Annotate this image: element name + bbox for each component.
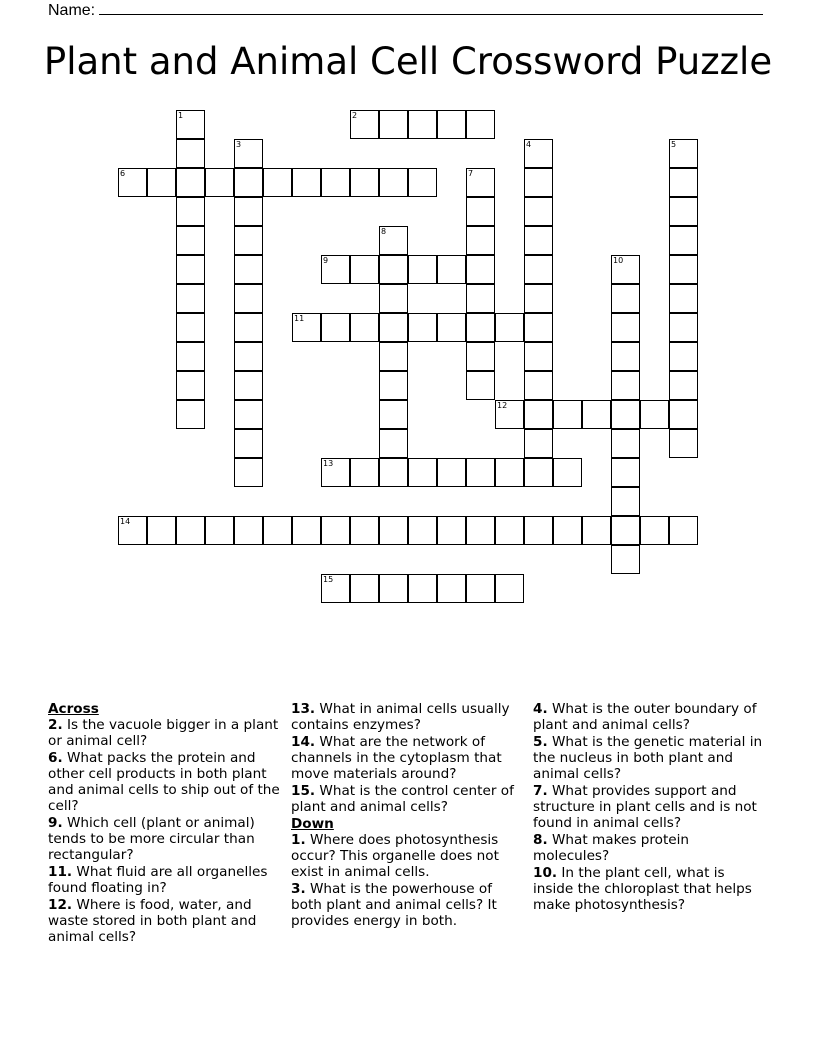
clue-number: 7 xyxy=(468,169,474,178)
grid-cell[interactable] xyxy=(669,429,698,458)
grid-cell[interactable] xyxy=(263,168,292,197)
grid-cell[interactable] xyxy=(379,574,408,603)
grid-cell[interactable] xyxy=(611,284,640,313)
grid-cell[interactable] xyxy=(234,226,263,255)
grid-cell[interactable] xyxy=(350,255,379,284)
grid-cell[interactable] xyxy=(176,255,205,284)
grid-cell[interactable] xyxy=(321,313,350,342)
grid-cell[interactable] xyxy=(669,139,698,168)
grid-cell[interactable] xyxy=(524,284,553,313)
grid-cell[interactable] xyxy=(350,110,379,139)
clue-down-3: 3. What is the powerhouse of both plant and animal cells? It provides energy in both. xyxy=(291,881,497,929)
clue-across-11: 11. What fluid are all organelles found floating in? xyxy=(48,864,268,896)
grid-cell[interactable] xyxy=(553,400,582,429)
clue-number: 4 xyxy=(526,140,532,149)
clue-number: 6 xyxy=(120,169,126,178)
grid-cell[interactable] xyxy=(611,255,640,284)
grid-cell[interactable] xyxy=(669,400,698,429)
grid-cell[interactable] xyxy=(582,400,611,429)
clue-down-5: 5. What is the genetic material in the nucleus in both plant and animal cells? xyxy=(533,734,763,782)
grid-cell[interactable] xyxy=(118,516,147,545)
grid-cell[interactable] xyxy=(379,284,408,313)
grid-cell[interactable] xyxy=(669,313,698,342)
grid-cell[interactable] xyxy=(466,574,495,603)
grid-cell[interactable] xyxy=(350,168,379,197)
grid-cell[interactable] xyxy=(147,168,176,197)
clue-number: 12 xyxy=(497,401,508,410)
grid-cell[interactable] xyxy=(524,313,553,342)
grid-cell[interactable] xyxy=(321,574,350,603)
grid-cell[interactable] xyxy=(176,400,205,429)
clue-number: 3 xyxy=(236,140,242,149)
clue-number: 9 xyxy=(323,256,329,265)
grid-cell[interactable] xyxy=(524,168,553,197)
down-heading: Down xyxy=(291,816,334,832)
grid-cell[interactable] xyxy=(437,255,466,284)
clues-column-2 xyxy=(291,701,523,930)
grid-cell[interactable] xyxy=(234,255,263,284)
grid-cell[interactable] xyxy=(234,168,263,197)
grid-cell[interactable] xyxy=(321,516,350,545)
grid-cell[interactable] xyxy=(611,487,640,516)
grid-cell[interactable] xyxy=(611,458,640,487)
grid-cell[interactable] xyxy=(466,371,495,400)
grid-cell[interactable] xyxy=(437,110,466,139)
grid-cell[interactable] xyxy=(611,371,640,400)
grid-cell[interactable] xyxy=(234,516,263,545)
grid-cell[interactable] xyxy=(408,168,437,197)
clue-across-13: 13. What in animal cells usually contains enzymes? xyxy=(291,701,510,733)
grid-cell[interactable] xyxy=(495,516,524,545)
grid-cell[interactable] xyxy=(640,400,669,429)
grid-cell[interactable] xyxy=(379,516,408,545)
clue-across-12: 12. Where is food, water, and waste stored in both plant and animal cells? xyxy=(48,897,257,945)
grid-cell[interactable] xyxy=(466,342,495,371)
grid-cell[interactable] xyxy=(379,429,408,458)
clue-down-1: 1. Where does photosynthesis occur? This organelle does not exist in animal cells. xyxy=(291,832,499,880)
clue-across-9: 9. Which cell (plant or animal) tends to be more circular than rectangular? xyxy=(48,815,255,863)
clue-number: 11 xyxy=(294,314,305,323)
grid-cell[interactable] xyxy=(234,371,263,400)
clue-number: 10 xyxy=(613,256,624,265)
grid-cell[interactable] xyxy=(466,110,495,139)
grid-cell[interactable] xyxy=(437,516,466,545)
clue-number: 15 xyxy=(323,575,334,584)
grid-cell[interactable] xyxy=(234,139,263,168)
grid-cell[interactable] xyxy=(524,197,553,226)
grid-cell[interactable] xyxy=(669,342,698,371)
grid-cell[interactable] xyxy=(234,313,263,342)
grid-cell[interactable] xyxy=(292,313,321,342)
grid-cell[interactable] xyxy=(408,313,437,342)
grid-cell[interactable] xyxy=(350,516,379,545)
grid-cell[interactable] xyxy=(408,458,437,487)
grid-cell[interactable] xyxy=(669,226,698,255)
grid-cell[interactable] xyxy=(234,342,263,371)
grid-cell[interactable] xyxy=(350,313,379,342)
grid-cell[interactable] xyxy=(176,284,205,313)
grid-cell[interactable] xyxy=(176,516,205,545)
grid-cell[interactable] xyxy=(234,197,263,226)
clue-number: 8 xyxy=(381,227,387,236)
grid-cell[interactable] xyxy=(234,458,263,487)
grid-cell[interactable] xyxy=(379,371,408,400)
grid-cell[interactable] xyxy=(292,516,321,545)
grid-cell[interactable] xyxy=(582,516,611,545)
clue-number: 2 xyxy=(352,111,358,120)
grid-cell[interactable] xyxy=(292,168,321,197)
grid-cell[interactable] xyxy=(234,284,263,313)
clue-across-2: 2. Is the vacuole bigger in a plant or animal cell? xyxy=(48,717,279,749)
grid-cell[interactable] xyxy=(466,197,495,226)
name-label: Name: xyxy=(48,2,96,19)
grid-cell[interactable] xyxy=(466,313,495,342)
grid-cell[interactable] xyxy=(495,400,524,429)
grid-cell[interactable] xyxy=(524,255,553,284)
grid-cell[interactable] xyxy=(437,574,466,603)
grid-cell[interactable] xyxy=(176,168,205,197)
clue-across-14: 14. What are the network of channels in the cytoplasm that move materials around? xyxy=(291,734,502,782)
grid-cell[interactable] xyxy=(611,342,640,371)
grid-cell[interactable] xyxy=(524,458,553,487)
grid-cell[interactable] xyxy=(611,400,640,429)
grid-cell[interactable] xyxy=(118,168,147,197)
grid-cell[interactable] xyxy=(669,371,698,400)
grid-cell[interactable] xyxy=(176,197,205,226)
clue-number: 14 xyxy=(120,517,131,526)
grid-cell[interactable] xyxy=(234,429,263,458)
grid-cell[interactable] xyxy=(611,313,640,342)
grid-cell[interactable] xyxy=(379,255,408,284)
grid-cell[interactable] xyxy=(379,313,408,342)
grid-cell[interactable] xyxy=(408,255,437,284)
grid-cell[interactable] xyxy=(408,110,437,139)
clues-column-3 xyxy=(533,701,769,914)
grid-cell[interactable] xyxy=(379,168,408,197)
clue-number: 1 xyxy=(178,111,184,120)
grid-cell[interactable] xyxy=(379,458,408,487)
clue-across-6: 6. What packs the protein and other cell products in both plant and animal cells to ship out of the cell? xyxy=(48,750,280,814)
grid-cell[interactable] xyxy=(408,516,437,545)
grid-cell[interactable] xyxy=(176,371,205,400)
grid-cell[interactable] xyxy=(176,139,205,168)
grid-cell[interactable] xyxy=(669,284,698,313)
grid-cell[interactable] xyxy=(176,313,205,342)
grid-cell[interactable] xyxy=(524,400,553,429)
clue-number: 5 xyxy=(671,140,677,149)
grid-cell[interactable] xyxy=(553,516,582,545)
grid-cell[interactable] xyxy=(669,168,698,197)
grid-cell[interactable] xyxy=(524,429,553,458)
grid-cell[interactable] xyxy=(321,168,350,197)
grid-cell[interactable] xyxy=(466,284,495,313)
clue-down-10: 10. In the plant cell, what is inside the chloroplast that helps make photosynthesis? xyxy=(533,865,752,913)
grid-cell[interactable] xyxy=(321,255,350,284)
grid-cell[interactable] xyxy=(263,516,292,545)
grid-cell[interactable] xyxy=(466,168,495,197)
grid-cell[interactable] xyxy=(611,545,640,574)
grid-cell[interactable] xyxy=(350,458,379,487)
grid-cell[interactable] xyxy=(176,110,205,139)
grid-cell[interactable] xyxy=(147,516,176,545)
grid-cell[interactable] xyxy=(466,226,495,255)
grid-cell[interactable] xyxy=(553,458,582,487)
grid-cell[interactable] xyxy=(611,516,640,545)
clue-down-8: 8. What makes protein molecules? xyxy=(533,832,690,864)
grid-cell[interactable] xyxy=(640,516,669,545)
grid-cell[interactable] xyxy=(524,371,553,400)
page-title: Plant and Animal Cell Crossword Puzzle xyxy=(43,40,773,83)
grid-cell[interactable] xyxy=(466,255,495,284)
grid-cell[interactable] xyxy=(379,226,408,255)
grid-cell[interactable] xyxy=(495,574,524,603)
grid-cell[interactable] xyxy=(437,458,466,487)
grid-cell[interactable] xyxy=(495,313,524,342)
grid-cell[interactable] xyxy=(176,342,205,371)
grid-cell[interactable] xyxy=(350,574,379,603)
grid-cell[interactable] xyxy=(205,168,234,197)
grid-cell[interactable] xyxy=(524,516,553,545)
grid-cell[interactable] xyxy=(408,574,437,603)
clues-column-1 xyxy=(48,701,280,946)
grid-cell[interactable] xyxy=(669,516,698,545)
grid-cell[interactable] xyxy=(466,458,495,487)
across-heading: Across xyxy=(48,701,99,717)
grid-cell[interactable] xyxy=(495,458,524,487)
clue-across-15: 15. What is the control center of plant and animal cells? xyxy=(291,783,514,815)
grid-cell[interactable] xyxy=(524,139,553,168)
grid-cell[interactable] xyxy=(379,400,408,429)
grid-cell[interactable] xyxy=(205,516,234,545)
grid-cell[interactable] xyxy=(524,342,553,371)
grid-cell[interactable] xyxy=(379,342,408,371)
grid-cell[interactable] xyxy=(234,400,263,429)
grid-cell[interactable] xyxy=(176,226,205,255)
clue-number: 13 xyxy=(323,459,334,468)
clue-down-4: 4. What is the outer boundary of plant and animal cells? xyxy=(533,701,757,733)
grid-cell[interactable] xyxy=(437,313,466,342)
grid-cell[interactable] xyxy=(611,429,640,458)
grid-cell[interactable] xyxy=(669,197,698,226)
grid-cell[interactable] xyxy=(524,226,553,255)
grid-cell[interactable] xyxy=(321,458,350,487)
grid-cell[interactable] xyxy=(466,516,495,545)
clue-down-7: 7. What provides support and structure in plant cells and is not found in animal cells? xyxy=(533,783,757,831)
grid-cell[interactable] xyxy=(379,110,408,139)
grid-cell[interactable] xyxy=(669,255,698,284)
